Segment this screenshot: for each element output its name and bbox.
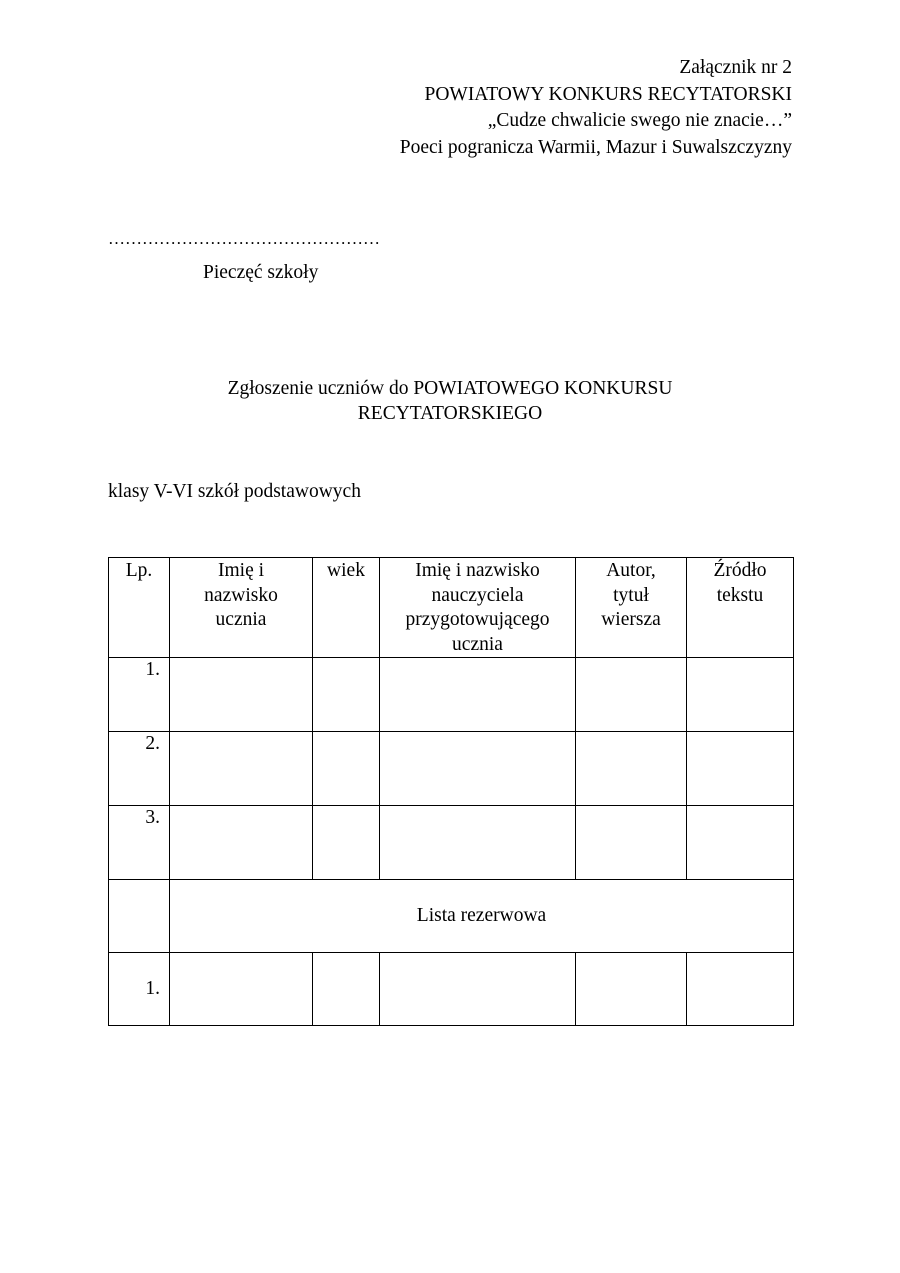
header-teacher-name: Imię i nazwisko nauczyciela przygotowującego ucznia xyxy=(380,558,576,658)
student-name-cell[interactable] xyxy=(170,806,313,880)
age-cell[interactable] xyxy=(313,953,380,1026)
header-student-name: Imię i nazwisko ucznia xyxy=(170,558,313,658)
row-number: 1. xyxy=(109,658,170,732)
table-row xyxy=(109,806,794,880)
contest-motto: „Cudze chwalicie swego nie znacie…” xyxy=(487,110,792,131)
attachment-number: Załącznik nr 2 xyxy=(679,57,792,78)
student-name-cell[interactable] xyxy=(170,953,313,1026)
header-text-source: Źródło tekstu xyxy=(687,558,794,658)
source-cell[interactable] xyxy=(687,953,794,1026)
stamp-label: Pieczęć szkoły xyxy=(203,262,319,283)
source-cell[interactable] xyxy=(687,732,794,806)
class-info: klasy V-VI szkół podstawowych xyxy=(108,481,361,502)
form-title xyxy=(0,376,900,426)
poem-cell[interactable] xyxy=(576,732,687,806)
teacher-name-cell[interactable] xyxy=(380,732,576,806)
age-cell[interactable] xyxy=(313,732,380,806)
form-title-line-2: RECYTATORSKIEGO xyxy=(357,403,543,424)
row-number: 1. xyxy=(109,953,170,1026)
age-cell[interactable] xyxy=(313,658,380,732)
reserve-list-label: Lista rezerwowa xyxy=(170,880,794,953)
form-title-line-1: Zgłoszenie uczniów do POWIATOWEGO KONKURSU xyxy=(227,378,673,399)
row-number: 3. xyxy=(109,806,170,880)
source-cell[interactable] xyxy=(687,658,794,732)
table-row xyxy=(109,658,794,732)
table-row xyxy=(109,732,794,806)
student-name-cell[interactable] xyxy=(170,658,313,732)
teacher-name-cell[interactable] xyxy=(380,953,576,1026)
header-lp: Lp. xyxy=(109,558,170,658)
contest-name: POWIATOWY KONKURS RECYTATORSKI xyxy=(424,83,792,105)
source-cell[interactable] xyxy=(687,806,794,880)
stamp-placeholder-line: ………………………………………… xyxy=(108,229,380,248)
teacher-name-cell[interactable] xyxy=(380,806,576,880)
header-poem-author-title: Autor, tytuł wiersza xyxy=(576,558,687,658)
age-cell[interactable] xyxy=(313,806,380,880)
teacher-name-cell[interactable] xyxy=(380,658,576,732)
reserve-list-row xyxy=(109,880,794,953)
document-header xyxy=(400,55,792,161)
table-row xyxy=(109,953,794,1026)
contest-theme: Poeci pogranicza Warmii, Mazur i Suwalszczyzny xyxy=(399,136,792,158)
student-name-cell[interactable] xyxy=(170,732,313,806)
row-number: 2. xyxy=(109,732,170,806)
reserve-empty-cell xyxy=(109,880,170,953)
poem-cell[interactable] xyxy=(576,953,687,1026)
entry-table xyxy=(108,557,794,1026)
poem-cell[interactable] xyxy=(576,658,687,732)
header-age: wiek xyxy=(313,558,380,658)
poem-cell[interactable] xyxy=(576,806,687,880)
table-header-row xyxy=(109,558,794,658)
